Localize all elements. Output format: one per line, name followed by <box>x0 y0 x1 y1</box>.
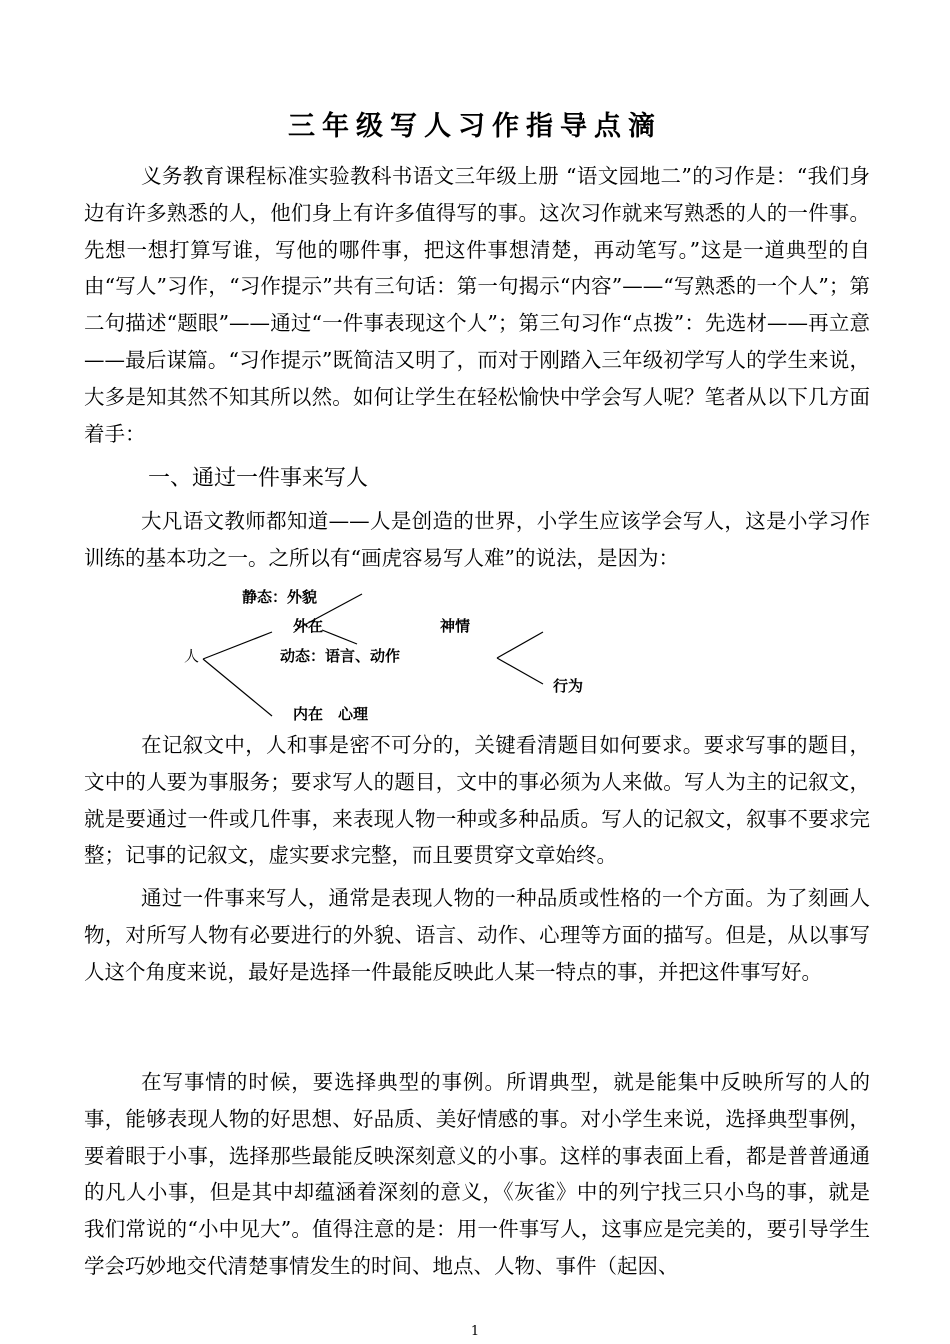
line-root-inner <box>203 659 272 716</box>
person-description-diagram <box>0 578 950 728</box>
line-expression <box>497 632 543 658</box>
paragraph-2: 在记叙文中，人和事是密不可分的，关键看清题目如何要求。要求写事的题目，文中的人要为事服务；要求写人的题目，文中的事必须为人来做。写人为主的记叙文，就是要通过一件或几件事，来表现人物一种或多种品质。写人的记叙文，叙事不要求完整；记事的记叙文，虚实要求完整，而且要贯穿文章始终。 <box>84 733 870 868</box>
intro-paragraph: 义务教育课程标准实验教科书语文三年级上册 “语文园地二”的习作是：“我们身边有许多熟悉的人，他们身上有许多值得写的事。这次习作就来写熟悉的人的一件事。先想一想打算写谁，写他的哪件事，把这件事想清楚，再动笔写。”这是一道典型的自由“写人”习作，“习作提示”共有三句话：第一句揭示“内容”——“写熟悉的一个人”；第二句描述“题眼”——通过“一件事表现这个人”；第三句习作“点拨”：先选材——再立意——最后谋篇。“习作提示”既简洁又明了，而对于刚踏入三年级初学写人的学生来说，大多是知其然不知其所以然。如何让学生在轻松愉快中学会写人呢？笔者从以下几方面着手： <box>84 164 870 446</box>
diagram-lines <box>0 578 950 728</box>
diagram-static-label: 静态：外貌 <box>242 588 318 606</box>
diagram-expression-label: 神情 <box>440 617 471 635</box>
diagram-root-label: 人 <box>184 647 200 665</box>
paragraph-3: 通过一件事来写人，通常是表现人物的一种品质或性格的一个方面。为了刻画人物，对所写人物有必要进行的外貌、语言、动作、心理等方面的描写。但是，从以事写人这个角度来说，最好是选择一件最能反映此人某一特点的事，并把这件事写好。 <box>84 886 870 984</box>
diagram-inner-label: 内在 心理 <box>293 705 369 723</box>
diagram-outer-label: 外在 <box>293 617 324 635</box>
section-heading: 一、通过一件事来写人 <box>148 466 369 491</box>
line-root-outer <box>203 632 272 659</box>
diagram-behavior-label: 行为 <box>553 677 584 695</box>
section-paragraph-1: 大凡语文教师都知道——人是创造的世界，小学生应该学会写人，这是小学习作训练的基本功之一。之所以有“画虎容易写人难”的说法，是因为： <box>84 509 870 570</box>
line-outer-dynamic <box>322 630 357 644</box>
page-number: 1 <box>470 1324 480 1339</box>
document-title: 三年级写人习作指导点滴 <box>288 111 662 142</box>
line-behavior <box>497 658 543 684</box>
diagram-dynamic-label: 动态：语言、动作 <box>280 647 401 665</box>
paragraph-4: 在写事情的时候，要选择典型的事例。所谓典型，就是能集中反映所写的人的事，能够表现人物的好思想、好品质、美好情感的事。对小学生来说，选择典型事例，要着眼于小事，选择那些最能反映深刻意义的小事。这样的事表面上看，都是普普通通的凡人小事，但是其中却蕴涵着深刻的意义，《灰雀》中的列宁找三只小鸟的事，就是我们常说的“小中见大”。值得注意的是：用一件事写人，这事应是完美的，要引导学生学会巧妙地交代清楚事情发生的时间、地点、人物、事件（起因、 <box>84 1070 870 1278</box>
